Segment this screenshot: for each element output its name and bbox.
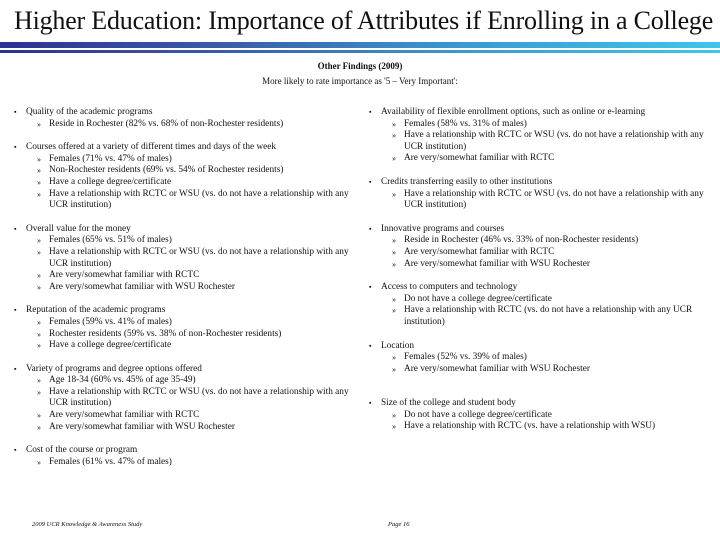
slide-title: Higher Education: Importance of Attributes if Enrolling in a College [14,6,714,35]
finding-subpoint [14,247,354,270]
subpoint-text: Females (52% vs. 39% of males) [404,352,527,363]
square-bullet-icon: ▪ [369,177,372,186]
finding-subpoint [14,340,354,352]
double-chevron-icon: » [37,271,41,281]
square-bullet-icon: ▪ [369,108,372,116]
double-chevron-icon: » [37,236,41,246]
subpoint-text: Rochester residents (59% vs. 38% of non-Rochester residents) [49,328,282,339]
finding-heading [14,107,354,119]
square-bullet-icon: ▪ [369,224,372,233]
finding-item [369,341,714,376]
finding-subpoint [369,247,714,259]
finding-subpoint [369,364,714,376]
subpoint-text: Females (59% vs. 41% of males) [49,316,172,327]
double-chevron-icon: » [392,131,396,141]
finding-item [14,364,354,434]
finding-item [14,305,354,351]
subpoint-text: Reside in Rochester (82% vs. 68% of non-Rochester residents) [49,118,284,129]
finding-subpoint [14,457,354,469]
finding-subpoint [369,421,714,433]
square-bullet-icon: ▪ [14,446,17,455]
intro-text: More likely to rate importance as '5 – Very Important': [262,76,458,86]
finding-heading [369,177,714,189]
double-chevron-icon: » [392,119,396,129]
double-chevron-icon: » [37,317,41,327]
finding-heading [14,142,354,154]
double-chevron-icon: » [392,154,396,164]
finding-label: Courses offered at a variety of different times and days of the week [26,142,277,153]
finding-label: Access to computers and technology [381,282,518,293]
finding-subpoint [14,235,354,247]
section-subheading: Other Findings (2009) [317,61,403,71]
subpoint-text: Are very/somewhat familiar with RCTC [404,246,555,257]
finding-subpoint [369,305,714,328]
finding-subpoint [14,189,354,212]
double-chevron-icon: » [392,236,396,246]
subpoint-text: Are very/somewhat familiar with WSU Rochester [404,363,590,374]
finding-subpoint [14,154,354,166]
subpoint-text: Age 18-34 (60% vs. 45% of age 35-49) [49,375,196,386]
finding-subpoint [369,130,714,153]
finding-subpoint [14,387,354,410]
finding-subpoint [14,317,354,329]
double-chevron-icon: » [37,166,41,176]
finding-heading [14,224,354,236]
finding-item [14,224,354,294]
square-bullet-icon: ▪ [14,306,17,315]
subpoint-text: Have a relationship with RCTC or WSU (vs. do not have a relationship with any UCR institution) [49,386,349,409]
square-bullet-icon: ▪ [14,108,17,116]
double-chevron-icon: » [37,189,41,199]
subpoint-text: Reside in Rochester (46% vs. 33% of non-Rochester residents) [404,235,639,246]
double-chevron-icon: » [392,306,396,316]
finding-subpoint [369,294,714,306]
subpoint-text: Are very/somewhat familiar with RCTC [404,153,555,164]
finding-subpoint [14,165,354,177]
finding-subpoint [14,375,354,387]
finding-label: Credits transferring easily to other institutions [381,176,553,187]
square-bullet-icon: ▪ [369,399,372,408]
finding-subpoint [14,282,354,294]
subpoint-text: Have a college degree/certificate [49,340,172,351]
double-chevron-icon: » [392,259,396,269]
finding-heading [14,445,354,457]
double-chevron-icon: » [392,353,396,363]
finding-label: Innovative programs and courses [381,223,505,234]
finding-label: Cost of the course or program [26,445,138,456]
finding-subpoint [14,329,354,341]
finding-item [369,224,714,270]
subpoint-text: Have a relationship with RCTC or WSU (vs. do not have a relationship with any UCR institution) [49,246,349,269]
subpoint-text: Have a college degree/certificate [49,176,172,187]
finding-subpoint [14,119,354,131]
double-chevron-icon: » [392,247,396,257]
finding-subpoint [369,189,714,212]
subpoint-text: Non-Rochester residents (69% vs. 54% of Rochester residents) [49,165,284,176]
finding-subpoint [369,259,714,271]
finding-heading [369,341,714,353]
square-bullet-icon: ▪ [14,224,17,233]
finding-heading [369,224,714,236]
subpoint-text: Have a relationship with RCTC or WSU (vs. do not have a relationship with any UCR institution) [404,130,704,152]
subpoint-text: Females (65% vs. 51% of males) [49,235,172,246]
double-chevron-icon: » [392,364,396,374]
double-chevron-icon: » [392,422,396,432]
finding-subpoint [369,119,714,131]
subpoint-text: Have a relationship with RCTC or WSU (vs. do not have a relationship with any UCR institution) [404,188,704,211]
double-chevron-icon: » [37,411,41,421]
double-chevron-icon: » [392,410,396,420]
finding-label: Location [381,340,415,351]
finding-item [369,177,714,212]
subpoint-text: Females (71% vs. 47% of males) [49,153,172,164]
finding-subpoint [369,153,714,165]
title-divider-thin [0,50,720,53]
square-bullet-icon: ▪ [14,364,17,373]
finding-item [369,107,714,165]
right-column [369,107,714,445]
square-bullet-icon: ▪ [14,143,17,152]
finding-subpoint [14,270,354,282]
subpoint-text: Are very/somewhat familiar with RCTC [49,270,200,281]
subpoint-text: Are very/somewhat familiar with WSU Rochester [49,281,235,292]
finding-heading [369,282,714,294]
finding-subpoint [14,410,354,422]
left-column [14,107,354,480]
finding-item [14,107,354,130]
subpoint-text: Have a relationship with RCTC (vs. do not have a relationship with any UCR institution) [404,305,693,327]
finding-subpoint [369,410,714,422]
double-chevron-icon: » [392,294,396,304]
subpoint-text: Have a relationship with RCTC or WSU (vs. do not have a relationship with any UCR institution) [49,188,349,211]
square-bullet-icon: ▪ [369,341,372,350]
double-chevron-icon: » [37,376,41,386]
finding-heading [369,107,714,119]
finding-heading [14,305,354,317]
finding-item [369,398,714,433]
finding-subpoint [14,422,354,434]
finding-item [14,142,354,212]
square-bullet-icon: ▪ [369,283,372,292]
subpoint-text: Have a relationship with RCTC (vs. have a relationship with WSU) [404,421,656,432]
finding-label: Availability of flexible enrollment options, such as online or e-learning [381,107,646,117]
footer-study-name: 2009 UCR Knowledge & Awareness Study [32,521,143,528]
finding-heading [14,364,354,376]
footer-page-number: Page 16 [388,521,410,528]
double-chevron-icon: » [37,329,41,339]
double-chevron-icon: » [37,119,41,129]
double-chevron-icon: » [37,457,41,467]
finding-subpoint [14,177,354,189]
subpoint-text: Females (61% vs. 47% of males) [49,456,172,467]
double-chevron-icon: » [392,189,396,199]
subpoint-text: Are very/somewhat familiar with WSU Rochester [404,258,590,269]
subpoint-text: Females (58% vs. 31% of males) [404,118,527,129]
subpoint-text: Do not have a college degree/certificate [404,293,552,304]
double-chevron-icon: » [37,341,41,351]
double-chevron-icon: » [37,177,41,187]
double-chevron-icon: » [37,247,41,257]
subpoint-text: Are very/somewhat familiar with WSU Rochester [49,421,235,432]
subpoint-text: Are very/somewhat familiar with RCTC [49,410,200,421]
double-chevron-icon: » [37,422,41,432]
finding-label: Overall value for the money [26,223,131,234]
finding-label: Quality of the academic programs [26,107,153,117]
finding-subpoint [369,352,714,364]
finding-heading [369,398,714,410]
finding-label: Size of the college and student body [381,398,516,409]
finding-item [369,282,714,328]
double-chevron-icon: » [37,282,41,292]
finding-subpoint [369,235,714,247]
finding-label: Variety of programs and degree options offered [26,363,202,374]
finding-label: Reputation of the academic programs [26,305,166,316]
finding-item [14,445,354,468]
title-divider-thick [0,42,720,48]
double-chevron-icon: » [37,154,41,164]
subpoint-text: Do not have a college degree/certificate [404,409,552,420]
double-chevron-icon: » [37,387,41,397]
